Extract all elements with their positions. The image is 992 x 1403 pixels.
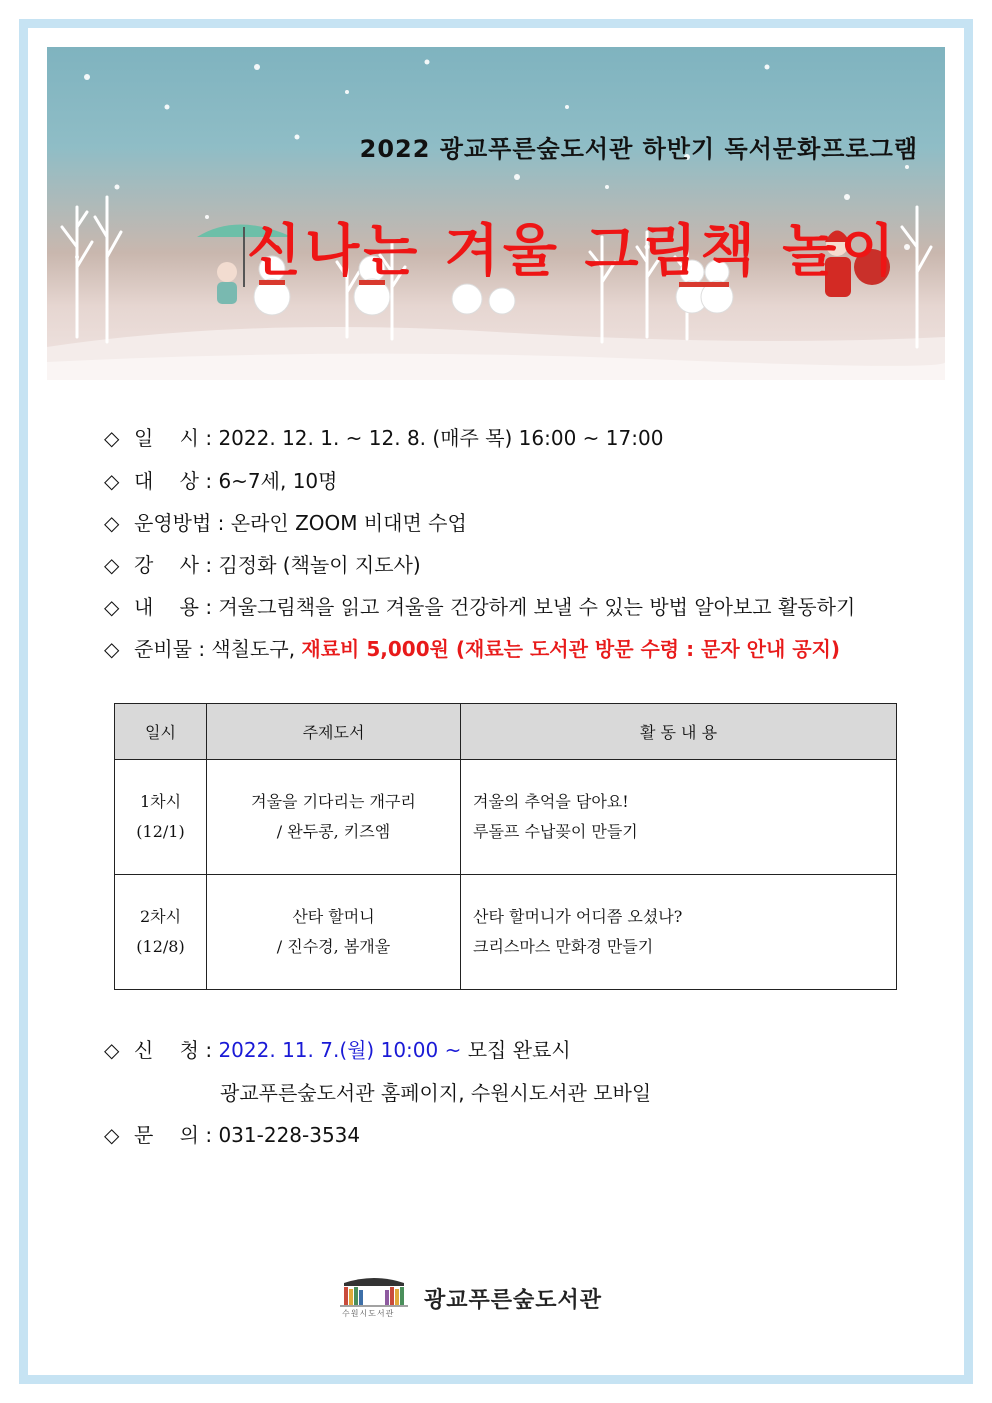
banner-subtitle: 2022 광교푸른숲도서관 하반기 독서문화프로그램 [359, 135, 918, 163]
book-author: / 진수경, 봄개울 [276, 937, 391, 956]
session-number: 1차시 [139, 792, 182, 811]
materials-fee: 재료비 5,000원 (재료는 도서관 방문 수령 : 문자 안내 공지) [301, 637, 841, 661]
session-date: (12/1) [136, 822, 185, 841]
info-instructor [104, 549, 421, 578]
book-title: 산타 할머니 [292, 907, 375, 926]
apply-date: 2022. 11. 7.(월) 10:00 ~ [218, 1038, 462, 1062]
table-header-row [115, 704, 897, 760]
session-number: 2차시 [139, 907, 182, 926]
diamond-icon: ◇ [104, 426, 120, 450]
book-cell [207, 760, 461, 875]
method-label: 운영방법 : [134, 511, 225, 535]
target-value: 6~7세, 10명 [218, 469, 338, 493]
diamond-icon: ◇ [104, 595, 120, 619]
schedule-label: 일 시 : [134, 426, 213, 450]
diamond-icon: ◇ [104, 469, 120, 493]
info-schedule [104, 422, 663, 451]
session-date: (12/8) [136, 937, 185, 956]
banner-image [47, 47, 945, 380]
logo-subtext: 수원시도서관 [342, 1309, 395, 1318]
diamond-icon: ◇ [104, 511, 120, 535]
apply-channels: 광교푸른숲도서관 홈페이지, 수원시도서관 모바일 [220, 1081, 652, 1105]
content-label: 내 용 : [134, 595, 213, 619]
header-book: 주제도서 [207, 704, 461, 760]
apply-label: 신 청 : [134, 1038, 213, 1062]
session-cell [115, 760, 207, 875]
table-row [115, 875, 897, 990]
diamond-icon: ◇ [104, 1038, 120, 1062]
info-apply [104, 1034, 571, 1063]
header-activity: 활 동 내 용 [461, 704, 897, 760]
diamond-icon: ◇ [104, 637, 120, 661]
book-title: 겨울을 기다리는 개구리 [251, 792, 416, 811]
activity-line: 산타 할머니가 어디쯤 오셨나? [473, 907, 683, 926]
book-cell [207, 875, 461, 990]
target-label: 대 상 : [134, 469, 213, 493]
table-row [115, 760, 897, 875]
info-target [104, 465, 337, 494]
apply-rest: 모집 완료시 [467, 1038, 571, 1062]
diamond-icon: ◇ [104, 1123, 120, 1147]
instructor-value: 김정화 (책놀이 지도사) [218, 553, 421, 577]
books-gate-icon [336, 1273, 412, 1307]
instructor-label: 강 사 : [134, 553, 213, 577]
activity-line: 크리스마스 만화경 만들기 [473, 937, 654, 956]
materials-label: 준비물 : [134, 637, 206, 661]
banner-title: 신나는 겨울 그림책 놀이 [247, 219, 899, 284]
inquiry-label: 문 의 : [134, 1123, 213, 1147]
info-materials [104, 633, 840, 662]
diamond-icon: ◇ [104, 553, 120, 577]
library-emblem [336, 1273, 412, 1323]
activity-line: 겨울의 추억을 담아요! [473, 792, 629, 811]
schedule-table [114, 703, 897, 990]
method-value: 온라인 ZOOM 비대면 수업 [230, 511, 467, 535]
library-name: 광교푸른숲도서관 [424, 1287, 603, 1313]
library-logo [336, 1268, 602, 1328]
info-content [104, 591, 855, 620]
info-method [104, 507, 467, 536]
activity-line: 루돌프 수납꽂이 만들기 [473, 822, 638, 841]
info-inquiry [104, 1119, 360, 1148]
book-author: / 완두콩, 키즈엠 [276, 822, 391, 841]
activity-cell [461, 760, 897, 875]
materials-value: 색칠도구, [211, 637, 296, 661]
inquiry-phone: 031-228-3534 [218, 1123, 361, 1147]
session-cell [115, 875, 207, 990]
activity-cell [461, 875, 897, 990]
header-date: 일시 [115, 704, 207, 760]
content-value: 겨울그림책을 읽고 겨울을 건강하게 보낼 수 있는 방법 알아보고 활동하기 [218, 595, 856, 619]
schedule-value: 2022. 12. 1. ~ 12. 8. (매주 목) 16:00 ~ 17:00 [218, 426, 664, 450]
